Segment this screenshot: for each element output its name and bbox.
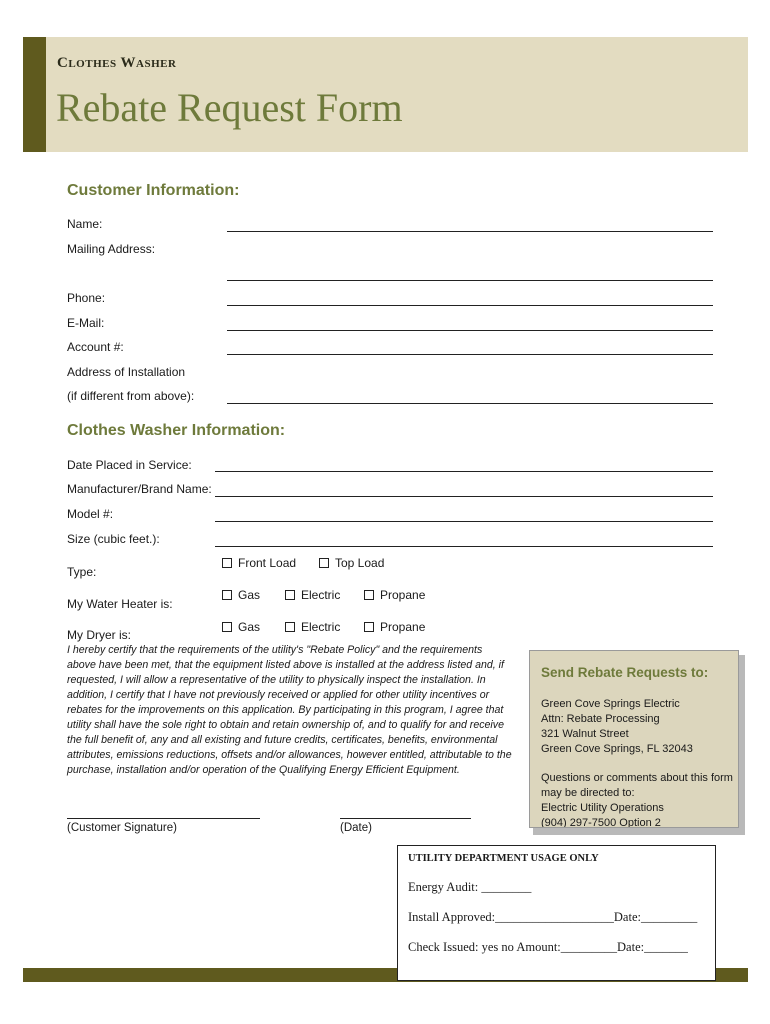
heater-propane-option[interactable] — [364, 588, 425, 602]
dryer-propane-checkbox[interactable] — [364, 622, 374, 632]
send-question-line: may be directed to: — [541, 787, 635, 799]
name-field[interactable] — [227, 231, 713, 232]
heater-propane-checkbox[interactable] — [364, 590, 374, 600]
send-rebate-box — [529, 650, 739, 828]
heater-electric-label: Electric — [301, 588, 341, 602]
phone-label: Phone: — [67, 291, 106, 305]
date-in-service-label: Date Placed in Service: — [67, 458, 192, 472]
send-question-line: Electric Utility Operations — [541, 802, 664, 814]
customer-section-title: Customer Information: — [67, 182, 240, 199]
send-address-line: Attn: Rebate Processing — [541, 713, 660, 725]
dryer-propane-option[interactable] — [364, 620, 425, 634]
install-address-field[interactable] — [227, 403, 713, 404]
check-issued-line: Check Issued: yes no Amount:_________Date:_______ — [408, 940, 688, 954]
dryer-label: My Dryer is: — [67, 628, 131, 642]
email-field[interactable] — [227, 330, 713, 331]
utility-usage-box — [397, 845, 716, 981]
heater-electric-option[interactable] — [285, 588, 340, 602]
dryer-gas-option[interactable] — [222, 620, 260, 634]
size-field[interactable] — [215, 546, 713, 547]
send-question-line: (904) 297-7500 Option 2 — [541, 817, 661, 828]
install-address-sublabel: (if different from above): — [67, 389, 195, 403]
send-address-line: 321 Walnut Street — [541, 728, 629, 740]
heater-gas-option[interactable] — [222, 588, 260, 602]
heater-gas-checkbox[interactable] — [222, 590, 232, 600]
energy-audit-line: Energy Audit: ________ — [408, 880, 532, 894]
dryer-propane-label: Propane — [380, 620, 426, 634]
certification-text: I hereby certify that the requirements of the utility's "Rebate Policy" and the requirements above have been met, that the equipment listed above is installed at the address listed and, if requested, I will allow a representative of the utility to physically inspect the installation. In addition, I certify that I have not previously received or applied for other utility incentives or rebates for the improvements on this application. By participating in this program, I agree that utility shall have the sole right to obtain and retain ownership of, and to qualify for and receive the full benefit of, any and all existing and future credits, certificates, benefits, environmental attributes, emissions reductions, offsets and/or allowances, however entitled, attributable to the purchase, installation and/or operation of the Qualifying Energy Efficient Equipment. — [67, 644, 512, 776]
type-label: Type: — [67, 565, 97, 579]
send-question-line: Questions or comments about this form — [541, 772, 733, 784]
form-kicker: Clothes Washer — [57, 55, 177, 71]
dryer-electric-option[interactable] — [285, 620, 340, 634]
dryer-gas-label: Gas — [238, 620, 261, 634]
type-front-load-option[interactable] — [222, 556, 296, 570]
top-load-checkbox[interactable] — [319, 558, 329, 568]
brand-field[interactable] — [215, 496, 713, 497]
mailing-address-field[interactable] — [227, 280, 713, 281]
dryer-electric-checkbox[interactable] — [285, 622, 295, 632]
dryer-gas-checkbox[interactable] — [222, 622, 232, 632]
signature-date-field[interactable] — [340, 818, 471, 819]
account-label: Account #: — [67, 340, 124, 354]
phone-field[interactable] — [227, 305, 713, 306]
front-load-label: Front Load — [238, 556, 297, 570]
signature-date-label: (Date) — [340, 822, 372, 834]
heater-gas-label: Gas — [238, 588, 261, 602]
heater-electric-checkbox[interactable] — [285, 590, 295, 600]
heater-propane-label: Propane — [380, 588, 426, 602]
front-load-checkbox[interactable] — [222, 558, 232, 568]
name-label: Name: — [67, 217, 103, 231]
email-label: E-Mail: — [67, 316, 105, 330]
account-field[interactable] — [227, 354, 713, 355]
top-load-label: Top Load — [335, 556, 385, 570]
install-approved-line: Install Approved:___________________Date:_________ — [408, 910, 698, 924]
send-address-line: Green Cove Springs Electric — [541, 698, 680, 710]
form-title: Rebate Request Form — [56, 85, 403, 130]
model-label: Model #: — [67, 507, 114, 521]
send-address-line: Green Cove Springs, FL 32043 — [541, 743, 693, 755]
model-field[interactable] — [215, 521, 713, 522]
dryer-electric-label: Electric — [301, 620, 341, 634]
header-accent-bar — [23, 37, 46, 152]
date-in-service-field[interactable] — [215, 471, 713, 472]
washer-section-title: Clothes Washer Information: — [67, 422, 286, 439]
type-top-load-option[interactable] — [319, 556, 384, 570]
send-box-title: Send Rebate Requests to: — [541, 665, 709, 680]
water-heater-label: My Water Heater is: — [67, 597, 173, 611]
brand-label: Manufacturer/Brand Name: — [67, 482, 212, 496]
install-address-label: Address of Installation — [67, 365, 186, 379]
size-label: Size (cubic feet.): — [67, 532, 160, 546]
mailing-address-label: Mailing Address: — [67, 242, 156, 256]
customer-signature-field[interactable] — [67, 818, 260, 819]
customer-signature-label: (Customer Signature) — [67, 822, 177, 834]
utility-box-heading: UTILITY DEPARTMENT USAGE ONLY — [408, 853, 599, 864]
